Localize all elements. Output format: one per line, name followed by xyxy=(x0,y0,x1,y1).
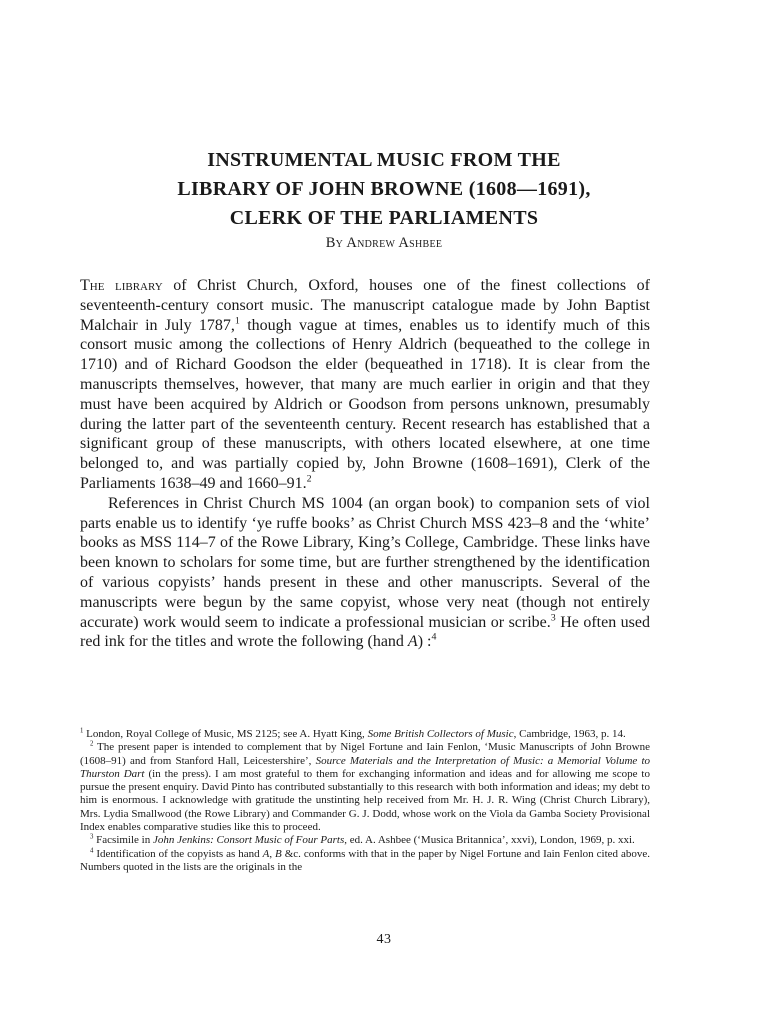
footnote-1-title: Some British Collectors of Music xyxy=(367,728,514,740)
footnote-ref-1: 1 xyxy=(234,315,240,327)
footnote-4-text-b: &c. conforms with that in the paper by Nigel Fortune and Iain Fenlon cited above. Numbers quoted in the lists are the originals in the xyxy=(80,847,650,873)
footnote-1-number: 1 xyxy=(80,727,84,735)
title-line-1: INSTRUMENTAL MUSIC FROM THE xyxy=(207,149,561,171)
paragraph-2-text-b: He often used red ink for the titles and wrote the following (hand xyxy=(80,613,651,651)
title-line-3: CLERK OF THE PARLIAMENTS xyxy=(229,207,539,229)
paragraph-2-text-a: References in Christ Church MS 1004 (an organ book) to companion sets of viol parts enable us to identify ‘ye ruffe books’ as Christ Church MSS 423–8 and the ‘white’ books as MSS 114–7 of the Rowe Library, King’s College, Cambridge. These links have been known to scholars for some time, but are further strengthened by the identification of various copyists’ hands present in these and other manuscripts. Several of the manuscripts were begun by the same copyist, whose very neat (though not entirely accurate) work would seem to indicate a professional musician or scribe. xyxy=(80,494,650,631)
footnote-ref-2: 2 xyxy=(306,473,312,485)
footnote-3-number: 3 xyxy=(90,833,94,841)
footnote-ref-4: 4 xyxy=(431,632,437,644)
article-body xyxy=(80,276,650,652)
footnote-1 xyxy=(80,728,650,741)
paragraph-2-text-c: ) : xyxy=(417,633,432,651)
footnote-2-title: Source Materials and the Interpretation of Music: a Memorial Volume to Thurston Dart xyxy=(80,754,650,780)
opening-words: The library xyxy=(80,277,163,294)
body-paragraph-1 xyxy=(80,276,650,494)
hand-label: A xyxy=(407,633,418,651)
footnote-1-text-b: , Cambridge, 1963, p. 14. xyxy=(513,728,626,740)
footnote-4-number: 4 xyxy=(90,847,94,855)
author-byline xyxy=(0,235,768,252)
footnote-3-text-a: Facsimile in xyxy=(93,834,153,847)
footnote-ref-3: 3 xyxy=(550,612,556,624)
body-paragraph-2 xyxy=(80,494,650,652)
footnote-2-text-b: (in the press). I am most grateful to them for exchanging information and ideas and for allowing me scope to pursue the present enquiry. David Pinto has contributed substantially to this research with both information and ideas; my debt to him is enormous. I acknowledge with gratitude the unstinting help received from Mr. H. J. R. Wing (Christ Church Library), Mrs. Lydia Smallwood (the Rowe Library) and Commander G. J. Dodd, whose work on the Viola da Gamba Society Provisional Index enables comparative studies like this to proceed. xyxy=(80,767,650,834)
paragraph-1-text-b: though vague at times, enables us to identify much of this consort music among the collections of Henry Aldrich (bequeathed to the college in 1710) and of Richard Goodson the elder (bequeathed in 1718). It is clear from the manuscripts themselves, however, that many are much earlier in origin and that they must have been acquired by Aldrich or Goodson from persons unknown, presumably during the latter part of the seventeenth century. Recent research has established that a significant group of these manuscripts, with others located elsewhere, at one time belonged to, and was partially copied by, John Browne (1608–1691), Clerk of the Parliaments 1638–49 and 1660–91. xyxy=(80,316,650,492)
title-line-2: LIBRARY OF JOHN BROWNE (1608—1691), xyxy=(177,178,591,200)
footnote-2 xyxy=(80,741,650,834)
footnote-4-hand-a: A xyxy=(262,847,270,860)
page-number: 43 xyxy=(376,932,392,947)
footnote-4-hand-b: B xyxy=(275,847,282,860)
footnote-2-number: 2 xyxy=(90,740,94,748)
footnote-3 xyxy=(80,834,650,847)
byline-prefix: By xyxy=(325,235,344,251)
footnote-4-separator: , xyxy=(269,847,276,860)
footnote-4 xyxy=(80,848,650,875)
footnote-4-text-a: Identification of the copyists as hand xyxy=(93,847,263,860)
footnote-1-text-a: London, Royal College of Music, MS 2125; see A. Hyatt King, xyxy=(83,728,368,740)
author-name: Andrew Ashbee xyxy=(346,235,443,251)
paragraph-1-text-a: of Christ Church, Oxford, houses one of the finest collections of seventeenth-century consort music. The manuscript catalogue made by John Baptist Malchair in July 1787, xyxy=(80,277,650,334)
article-title xyxy=(60,146,708,233)
footnotes xyxy=(80,728,650,874)
footnote-3-title: John Jenkins: Consort Music of Four Parts xyxy=(152,834,345,847)
footnote-3-text-b: , ed. A. Ashbee (‘Musica Britannica’, xxvi), London, 1969, p. xxi. xyxy=(344,834,635,847)
footnote-2-text-a: The present paper is intended to complement that by Nigel Fortune and Iain Fenlon, ‘Music Manuscripts of John Browne (1608–91) and from Stanford Hall, Leicestershire’, xyxy=(80,741,650,767)
